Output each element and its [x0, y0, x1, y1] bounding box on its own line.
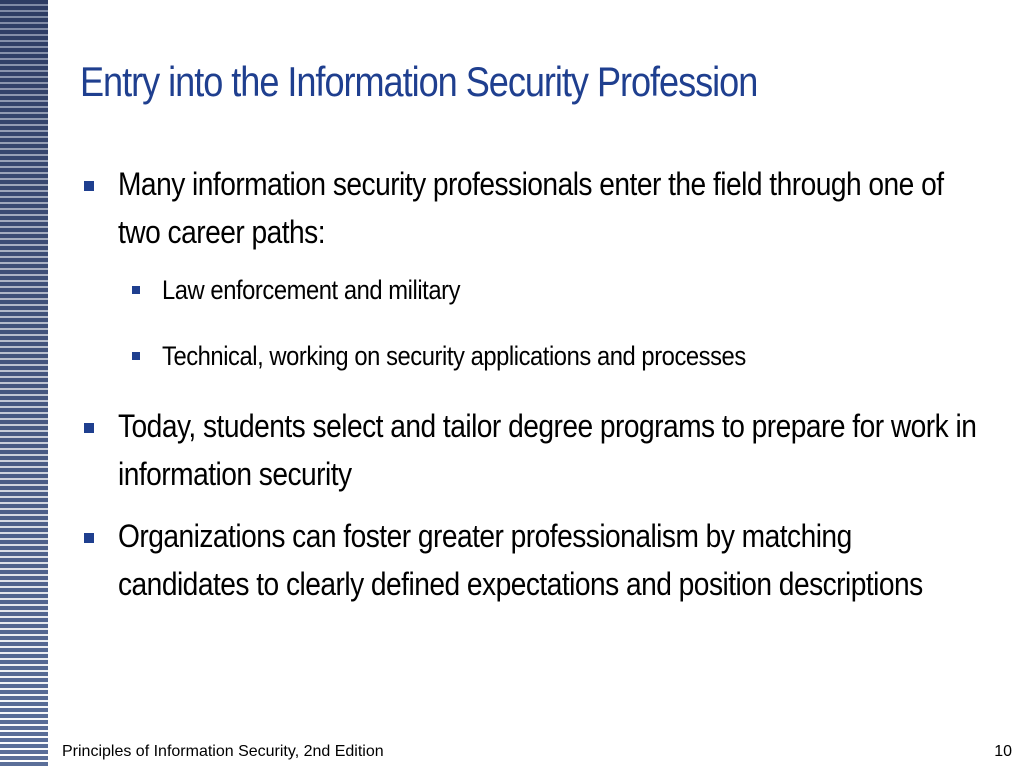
bullet-text: Organizations can foster greater professionalism by matching candidates to clearly defined expectations and position descriptions — [118, 518, 923, 602]
sub-bullet-item — [84, 336, 984, 376]
footer-text: Principles of Information Security, 2nd Edition — [62, 743, 384, 760]
sub-bullet-item — [84, 270, 984, 310]
square-bullet-icon — [84, 533, 94, 543]
square-bullet-icon — [132, 286, 140, 294]
bullet-text: Many information security professionals enter the field through one of two career paths: — [118, 166, 944, 250]
decorative-stripe-bar — [0, 0, 52, 768]
bullet-text: Today, students select and tailor degree programs to prepare for work in information security — [118, 408, 977, 492]
bullet-item — [84, 512, 984, 608]
square-bullet-icon — [132, 352, 140, 360]
sub-bullet-text: Technical, working on security applications and processes — [162, 341, 746, 371]
square-bullet-icon — [84, 181, 94, 191]
bullet-list — [84, 160, 984, 622]
slide-title: Entry into the Information Security Profession — [80, 58, 758, 105]
bullet-item — [84, 402, 984, 498]
bullet-item — [84, 160, 984, 256]
square-bullet-icon — [84, 423, 94, 433]
page-number: 10 — [994, 743, 1012, 760]
sub-bullet-text: Law enforcement and military — [162, 275, 461, 305]
